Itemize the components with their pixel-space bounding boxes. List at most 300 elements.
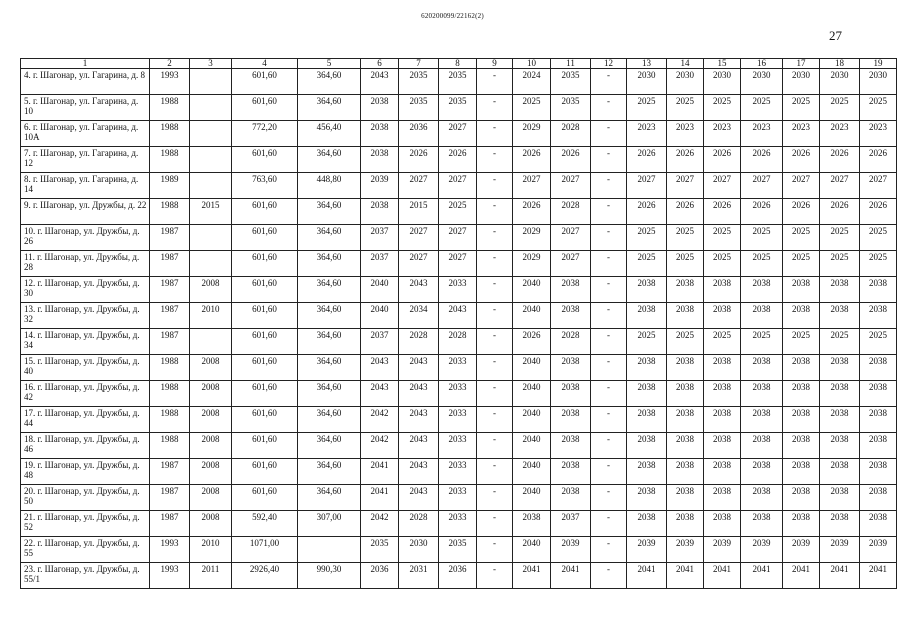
table-cell: 2027	[439, 173, 477, 199]
table-cell: 2038	[741, 511, 783, 537]
table-cell: 2038	[704, 277, 741, 303]
table-cell: 2038	[820, 485, 860, 511]
table-cell: 2040	[513, 277, 551, 303]
table-cell: 364,60	[298, 407, 361, 433]
table-cell: 2025	[667, 329, 704, 355]
table-cell: 2040	[513, 485, 551, 511]
table-cell: 2035	[439, 69, 477, 95]
table-cell: 2008	[190, 381, 232, 407]
table-cell: 2025	[820, 225, 860, 251]
column-header-13: 13	[627, 59, 667, 69]
table-cell: 2038	[627, 277, 667, 303]
table-cell: 2024	[513, 69, 551, 95]
table-cell: 2038	[860, 355, 897, 381]
table-cell: 2008	[190, 459, 232, 485]
table-cell: 601,60	[232, 69, 298, 95]
table-cell: -	[477, 69, 513, 95]
column-header-10: 10	[513, 59, 551, 69]
table-cell: 2039	[860, 537, 897, 563]
table-cell: 2025	[704, 225, 741, 251]
table-cell: -	[591, 381, 627, 407]
table-cell: -	[477, 329, 513, 355]
table-cell: 2043	[399, 277, 439, 303]
address-cell: 6. г. Шагонар, ул. Гагарина, д. 10А	[21, 121, 150, 147]
table-cell: 2033	[439, 459, 477, 485]
table-cell: 592,40	[232, 511, 298, 537]
table-row	[21, 355, 897, 381]
table-cell: 2026	[513, 329, 551, 355]
table-cell: 2038	[860, 277, 897, 303]
table-cell: 601,60	[232, 303, 298, 329]
table-cell: 601,60	[232, 225, 298, 251]
table-cell: 2023	[667, 121, 704, 147]
table-cell: 2040	[513, 303, 551, 329]
table-cell: -	[477, 95, 513, 121]
table-cell: 2035	[551, 95, 591, 121]
table-cell: 2038	[820, 303, 860, 329]
table-cell: 2026	[704, 199, 741, 225]
table-cell: 2026	[860, 199, 897, 225]
table-cell: 1988	[150, 407, 190, 433]
table-cell: 2041	[860, 563, 897, 589]
table-cell: 2043	[361, 69, 399, 95]
table-cell: 2038	[820, 459, 860, 485]
table-cell: 2025	[704, 251, 741, 277]
table-cell: -	[477, 511, 513, 537]
table-cell: 2025	[820, 251, 860, 277]
table-cell: -	[591, 329, 627, 355]
table-cell: 2025	[783, 251, 820, 277]
table-cell: 2026	[667, 147, 704, 173]
column-header-9: 9	[477, 59, 513, 69]
table-cell: 2038	[783, 511, 820, 537]
table-cell: 2027	[704, 173, 741, 199]
table-cell: 2027	[741, 173, 783, 199]
address-cell: 18. г. Шагонар, ул. Дружбы, д. 46	[21, 433, 150, 459]
table-cell: 2040	[513, 355, 551, 381]
table-cell: 601,60	[232, 251, 298, 277]
table-cell: 2038	[741, 485, 783, 511]
table-cell: 2008	[190, 485, 232, 511]
column-header-8: 8	[439, 59, 477, 69]
table-cell: -	[477, 433, 513, 459]
table-cell: -	[591, 251, 627, 277]
table-cell: 2038	[627, 407, 667, 433]
column-header-6: 6	[361, 59, 399, 69]
table-cell: 307,00	[298, 511, 361, 537]
column-header-12: 12	[591, 59, 627, 69]
table-cell: 2039	[667, 537, 704, 563]
table-cell: 2025	[741, 329, 783, 355]
table-cell: 2033	[439, 381, 477, 407]
table-cell: 2026	[399, 147, 439, 173]
table-cell: 2040	[361, 303, 399, 329]
table-cell: 2041	[704, 563, 741, 589]
table-cell: 2028	[439, 329, 477, 355]
table-cell: 2038	[704, 511, 741, 537]
table-cell: 2038	[704, 433, 741, 459]
address-cell: 22. г. Шагонар, ул. Дружбы, д. 55	[21, 537, 150, 563]
table-cell: 1988	[150, 95, 190, 121]
address-cell: 23. г. Шагонар, ул. Дружбы, д. 55/1	[21, 563, 150, 589]
table-cell: 364,60	[298, 381, 361, 407]
table-cell: 2023	[741, 121, 783, 147]
table-cell: 601,60	[232, 485, 298, 511]
table-cell: 2025	[704, 95, 741, 121]
table-cell: 2038	[783, 459, 820, 485]
table-cell: 2038	[627, 433, 667, 459]
table-row	[21, 459, 897, 485]
table-cell: 364,60	[298, 303, 361, 329]
table-cell: 1987	[150, 485, 190, 511]
table-row	[21, 277, 897, 303]
table-cell: 2038	[741, 355, 783, 381]
table-cell: 2025	[627, 251, 667, 277]
table-cell: 2042	[361, 407, 399, 433]
table-cell: 364,60	[298, 277, 361, 303]
table-cell: 2010	[190, 303, 232, 329]
table-cell: 364,60	[298, 199, 361, 225]
address-cell: 8. г. Шагонар, ул. Гагарина, д. 14	[21, 173, 150, 199]
table-cell: 2023	[820, 121, 860, 147]
address-cell: 16. г. Шагонар, ул. Дружбы, д. 42	[21, 381, 150, 407]
table-cell: 2040	[513, 381, 551, 407]
table-cell: 2023	[627, 121, 667, 147]
table-cell: 2027	[399, 251, 439, 277]
table-cell: 601,60	[232, 355, 298, 381]
table-cell: 2038	[741, 381, 783, 407]
table-cell: 2038	[860, 433, 897, 459]
table-cell: 2037	[361, 329, 399, 355]
table-cell: 364,60	[298, 95, 361, 121]
column-header-16: 16	[741, 59, 783, 69]
table-cell: 2025	[783, 225, 820, 251]
table-cell: 2027	[399, 225, 439, 251]
table-cell: 2041	[783, 563, 820, 589]
table-cell: 2038	[667, 485, 704, 511]
table-cell: 2026	[783, 199, 820, 225]
table-cell: 2033	[439, 277, 477, 303]
address-cell: 21. г. Шагонар, ул. Дружбы, д. 52	[21, 511, 150, 537]
table-cell: -	[477, 277, 513, 303]
table-cell: 2038	[551, 433, 591, 459]
table-cell: 1989	[150, 173, 190, 199]
table-cell: 2027	[627, 173, 667, 199]
table-cell	[190, 329, 232, 355]
table-cell: 2030	[399, 537, 439, 563]
table-cell: 364,60	[298, 69, 361, 95]
table-cell: 2027	[783, 173, 820, 199]
table-cell: 364,60	[298, 459, 361, 485]
table-cell: 2038	[361, 95, 399, 121]
table-cell: 2038	[551, 355, 591, 381]
table-cell: 2025	[439, 199, 477, 225]
table-cell: 2033	[439, 511, 477, 537]
table-cell: 1987	[150, 459, 190, 485]
table-cell: 2038	[667, 459, 704, 485]
table-cell: 2026	[627, 199, 667, 225]
table-cell: -	[591, 407, 627, 433]
table-cell: 2026	[820, 199, 860, 225]
table-cell: 2025	[783, 329, 820, 355]
table-row	[21, 251, 897, 277]
table-cell: 2043	[399, 381, 439, 407]
table-cell	[298, 537, 361, 563]
table-cell: 1993	[150, 563, 190, 589]
table-cell: -	[477, 381, 513, 407]
table-cell: 2038	[627, 303, 667, 329]
table-cell: 2023	[860, 121, 897, 147]
table-cell	[190, 173, 232, 199]
table-cell: -	[477, 407, 513, 433]
table-cell: 2038	[551, 303, 591, 329]
table-cell: 2038	[704, 303, 741, 329]
table-cell: 2026	[513, 199, 551, 225]
table-row	[21, 147, 897, 173]
table-cell: 2033	[439, 433, 477, 459]
table-cell: 2026	[741, 199, 783, 225]
table-cell: 2042	[361, 433, 399, 459]
table-cell: -	[591, 147, 627, 173]
column-header-1: 1	[21, 59, 150, 69]
table-cell: 772,20	[232, 121, 298, 147]
table-cell: 2042	[361, 511, 399, 537]
table-row	[21, 433, 897, 459]
table-cell: 1988	[150, 355, 190, 381]
table-cell: 2038	[783, 485, 820, 511]
table-cell: 2038	[704, 485, 741, 511]
table-cell: 2038	[627, 511, 667, 537]
table-row	[21, 485, 897, 511]
table-cell: 2025	[820, 329, 860, 355]
column-header-11: 11	[551, 59, 591, 69]
table-cell: 2040	[513, 459, 551, 485]
table-cell: 2026	[439, 147, 477, 173]
table-cell: 2041	[551, 563, 591, 589]
table-cell: 2025	[667, 251, 704, 277]
table-cell: -	[477, 303, 513, 329]
table-cell: 1988	[150, 147, 190, 173]
table-header	[21, 59, 897, 69]
table-cell: 1988	[150, 121, 190, 147]
table-cell: -	[591, 459, 627, 485]
table-cell: 2037	[361, 225, 399, 251]
table-cell: 2025	[667, 95, 704, 121]
table-cell: 1987	[150, 511, 190, 537]
table-cell: 2027	[399, 173, 439, 199]
table-cell: 2029	[513, 121, 551, 147]
column-header-14: 14	[667, 59, 704, 69]
table-cell: 364,60	[298, 329, 361, 355]
table-cell: 364,60	[298, 251, 361, 277]
table-cell: 2038	[667, 433, 704, 459]
table-cell: 2026	[741, 147, 783, 173]
table-cell: -	[591, 433, 627, 459]
table-cell: 2027	[667, 173, 704, 199]
table-cell: 2026	[513, 147, 551, 173]
table-cell: 2026	[551, 147, 591, 173]
table-cell: 2035	[361, 537, 399, 563]
table-cell: 2039	[627, 537, 667, 563]
table-cell: 2040	[513, 537, 551, 563]
table-cell: -	[477, 225, 513, 251]
table-cell: 2023	[783, 121, 820, 147]
column-header-15: 15	[704, 59, 741, 69]
table-cell: 2038	[704, 381, 741, 407]
table-cell: 1987	[150, 225, 190, 251]
table-cell: -	[591, 537, 627, 563]
table-cell: 2036	[361, 563, 399, 589]
table-cell: -	[591, 225, 627, 251]
table-cell: 2038	[704, 459, 741, 485]
column-header-2: 2	[150, 59, 190, 69]
table-cell: 2038	[704, 355, 741, 381]
table-cell: -	[477, 355, 513, 381]
table-cell: 2039	[783, 537, 820, 563]
table-cell: 601,60	[232, 147, 298, 173]
table-cell: 2008	[190, 433, 232, 459]
column-header-18: 18	[820, 59, 860, 69]
table-cell: 2038	[783, 433, 820, 459]
table-cell: 364,60	[298, 485, 361, 511]
table-cell	[190, 147, 232, 173]
table-cell: 2038	[361, 147, 399, 173]
table-cell: -	[477, 459, 513, 485]
table-cell: 2025	[627, 329, 667, 355]
table-cell: 2038	[860, 381, 897, 407]
table-cell: 601,60	[232, 407, 298, 433]
table-cell: 2036	[439, 563, 477, 589]
table-cell: 2043	[399, 485, 439, 511]
table-cell: 2038	[741, 433, 783, 459]
table-cell: 2026	[820, 147, 860, 173]
table-cell: 2035	[439, 95, 477, 121]
table-cell: 2038	[820, 355, 860, 381]
table-cell: 2039	[361, 173, 399, 199]
address-cell: 10. г. Шагонар, ул. Дружбы, д. 26	[21, 225, 150, 251]
table-cell: 2026	[860, 147, 897, 173]
table-row	[21, 225, 897, 251]
table-cell: 2025	[860, 95, 897, 121]
table-cell: 2027	[860, 173, 897, 199]
table-cell: 456,40	[298, 121, 361, 147]
address-cell: 14. г. Шагонар, ул. Дружбы, д. 34	[21, 329, 150, 355]
table-cell: 1993	[150, 69, 190, 95]
table-cell: 601,60	[232, 199, 298, 225]
address-cell: 12. г. Шагонар, ул. Дружбы, д. 30	[21, 277, 150, 303]
table-cell: 2038	[667, 407, 704, 433]
address-cell: 13. г. Шагонар, ул. Дружбы, д. 32	[21, 303, 150, 329]
table-cell: 2038	[667, 381, 704, 407]
table-cell: 2029	[513, 225, 551, 251]
table-cell: 2030	[667, 69, 704, 95]
table-cell: 1987	[150, 303, 190, 329]
table-cell: 2038	[860, 485, 897, 511]
table-cell: 2038	[551, 381, 591, 407]
address-cell: 4. г. Шагонар, ул. Гагарина, д. 8	[21, 69, 150, 95]
table-cell: 2039	[551, 537, 591, 563]
table-cell: 2025	[704, 329, 741, 355]
table-cell: 2038	[741, 277, 783, 303]
table-row	[21, 69, 897, 95]
table-cell: 2036	[399, 121, 439, 147]
table-cell: 2038	[820, 407, 860, 433]
table-cell: 2025	[860, 329, 897, 355]
table-cell: 2035	[399, 95, 439, 121]
table-cell	[190, 121, 232, 147]
table-cell: 2043	[399, 355, 439, 381]
column-header-19: 19	[860, 59, 897, 69]
table-cell: 2038	[741, 459, 783, 485]
table-cell: 1988	[150, 199, 190, 225]
table-cell: 2027	[551, 173, 591, 199]
table-cell: -	[591, 303, 627, 329]
table-row	[21, 121, 897, 147]
table-cell: 1988	[150, 381, 190, 407]
table-cell: 2038	[627, 485, 667, 511]
table-cell: 2043	[399, 433, 439, 459]
table-row	[21, 199, 897, 225]
table-cell: 2041	[513, 563, 551, 589]
table-cell: 2030	[820, 69, 860, 95]
table-cell: -	[591, 121, 627, 147]
table-cell: 2038	[361, 199, 399, 225]
table-cell: 2026	[667, 199, 704, 225]
table-cell: -	[477, 537, 513, 563]
table-cell: 2038	[667, 511, 704, 537]
table-cell: -	[477, 121, 513, 147]
column-header-17: 17	[783, 59, 820, 69]
address-cell: 19. г. Шагонар, ул. Дружбы, д. 48	[21, 459, 150, 485]
table-cell: 2038	[667, 303, 704, 329]
column-header-7: 7	[399, 59, 439, 69]
table-cell: 2028	[551, 329, 591, 355]
table-cell: 364,60	[298, 433, 361, 459]
table-cell: 2026	[783, 147, 820, 173]
table-cell: 2028	[399, 329, 439, 355]
table-cell: 1071,00	[232, 537, 298, 563]
table-cell: -	[477, 251, 513, 277]
table-row	[21, 303, 897, 329]
table-cell: 601,60	[232, 381, 298, 407]
table-cell: 2015	[190, 199, 232, 225]
table-cell: 2025	[627, 95, 667, 121]
table-cell: 2038	[741, 303, 783, 329]
table-cell: 2025	[741, 251, 783, 277]
table-cell: 2023	[704, 121, 741, 147]
table-cell: 1988	[150, 433, 190, 459]
table-cell: 2038	[783, 407, 820, 433]
table-cell: 2031	[399, 563, 439, 589]
table-cell: 2033	[439, 355, 477, 381]
table-cell: -	[591, 173, 627, 199]
table-cell: 2027	[820, 173, 860, 199]
address-cell: 17. г. Шагонар, ул. Дружбы, д. 44	[21, 407, 150, 433]
table-cell: 2038	[820, 277, 860, 303]
table-cell: 601,60	[232, 277, 298, 303]
table-cell: 2926,40	[232, 563, 298, 589]
table-cell: 2026	[627, 147, 667, 173]
table-row	[21, 381, 897, 407]
table-cell: 2025	[513, 95, 551, 121]
table-cell: -	[591, 69, 627, 95]
table-cell: 2015	[399, 199, 439, 225]
table-cell: 2011	[190, 563, 232, 589]
table-cell: 2038	[860, 511, 897, 537]
table-row	[21, 329, 897, 355]
table-cell: 2038	[627, 459, 667, 485]
table-cell: 2028	[399, 511, 439, 537]
